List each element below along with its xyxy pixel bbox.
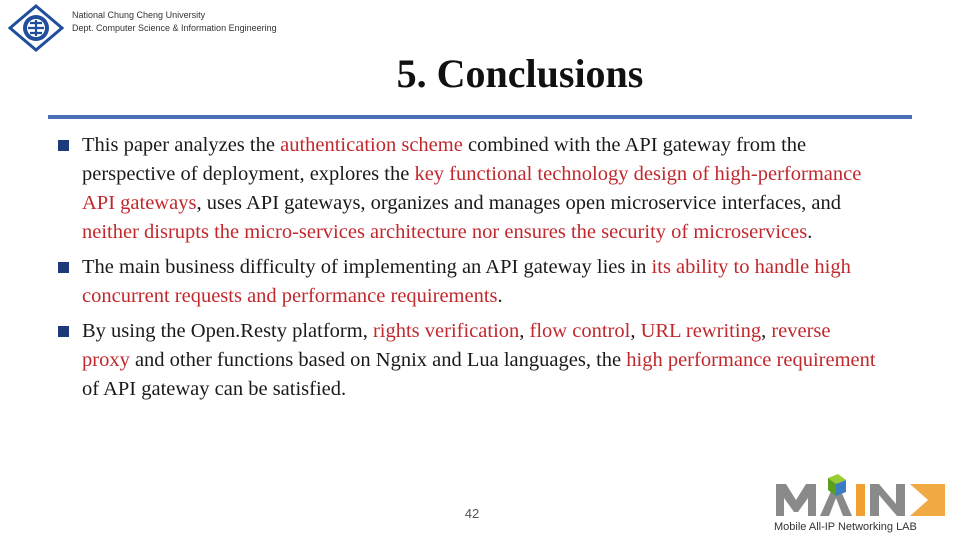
bullet-list xyxy=(58,131,878,410)
bullet-text: , uses API gateways, organizes and manages open microservice interfaces, and xyxy=(196,192,842,214)
university-logo-icon xyxy=(8,4,64,52)
title-divider xyxy=(48,115,912,119)
square-bullet-icon xyxy=(58,262,69,273)
highlighted-text: authentication scheme xyxy=(280,134,463,156)
highlighted-text: reverse proxy xyxy=(82,320,831,371)
highlighted-text: URL rewriting xyxy=(640,320,762,342)
square-bullet-icon xyxy=(58,140,69,151)
bullet-text: , xyxy=(761,320,772,342)
bullet-text: This paper analyzes the xyxy=(82,134,281,156)
page-number: 42 xyxy=(464,506,480,521)
bullet-item xyxy=(58,131,878,247)
bullet-text: , xyxy=(519,320,530,342)
highlighted-text: its ability to handle high concurrent requests and performance requirements xyxy=(82,256,851,307)
square-bullet-icon xyxy=(58,326,69,337)
bullet-text: . xyxy=(497,285,503,307)
bullet-text: The main business difficulty of implementing an API gateway lies in xyxy=(82,256,652,278)
bullet-text: combined with the API gateway from the perspective of deployment, explores the xyxy=(82,134,807,185)
highlighted-text: high performance requirement xyxy=(626,349,876,371)
bullet-text: of API gateway can be satisfied. xyxy=(82,378,347,400)
highlighted-text: rights verification xyxy=(372,320,520,342)
bullet-item xyxy=(58,253,878,311)
bullet-text: , xyxy=(630,320,641,342)
bullet-text: By using the Open.Resty platform, xyxy=(82,320,373,342)
header-institution xyxy=(72,9,277,35)
main-lab-logo xyxy=(770,474,952,536)
department-name: Dept. Computer Science & Information Engineering xyxy=(72,23,277,33)
bullet-text: . xyxy=(807,221,813,243)
lab-tagline: Mobile All-IP Networking LAB xyxy=(774,521,917,533)
slide-title: 5. Conclusions xyxy=(396,51,644,96)
bullet-item xyxy=(58,317,878,404)
highlighted-text: flow control xyxy=(529,320,631,342)
bullet-text: and other functions based on Ngnix and Lua languages, the xyxy=(129,349,627,371)
highlighted-text: neither disrupts the micro-services architecture nor ensures the security of microservices xyxy=(82,221,808,243)
highlighted-text: key functional technology design of high-performance API gateways xyxy=(82,163,862,214)
main-wordmark-icon xyxy=(776,474,948,516)
university-name: National Chung Cheng University xyxy=(72,10,206,20)
